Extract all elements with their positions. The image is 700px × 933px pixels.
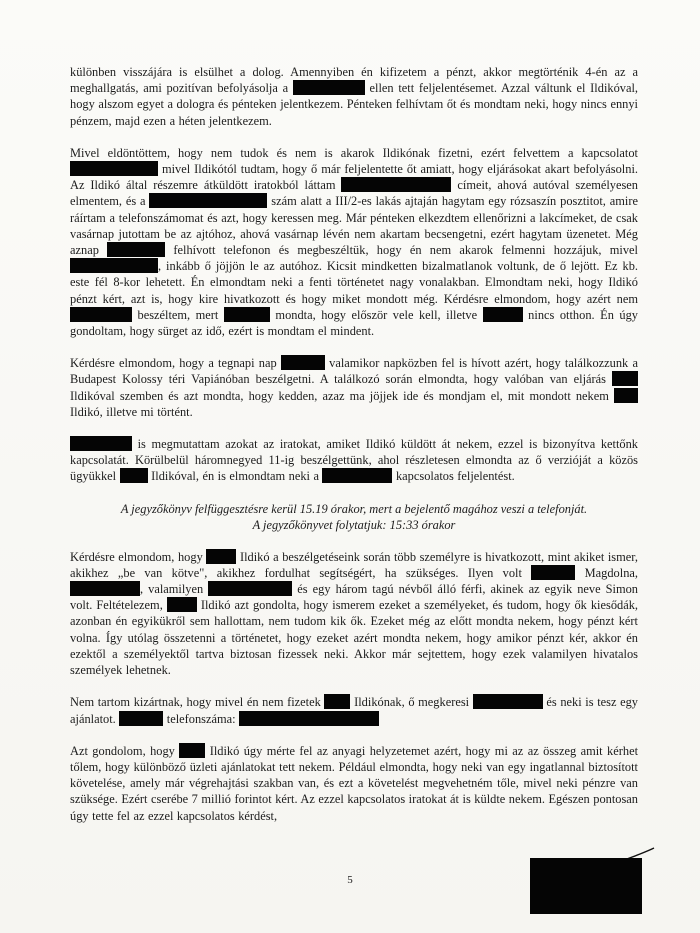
text-run: Nem tartom kizártnak, hogy mivel én nem fizetek [70,695,325,710]
redaction-block [612,371,638,386]
text-run: és neki is tesz egy ajánlatot. [70,695,638,726]
redaction-block [70,161,158,176]
redaction-block [224,307,270,322]
text-run: , inkább ő jöjjön le az autóhoz. Kicsit mindketten bizalmatlanok voltunk, de ő lejött. Ez kb. este fél 8-kor lehetett. Én elmondtam neki a fenti történetet nagy vonalakban. Elmondtam neki, hogy Ildikó pénzt kért, azt is, hogy kire hivatkozott és hogy miket mondott még. Kérdésre elmondom, hogy azért nem [70,259,638,306]
redaction-block [167,597,197,612]
suspension-note [70,501,638,533]
text-run: Ildikó, illetve mi történt. [70,404,193,419]
redaction-block [70,581,140,596]
paragraph-4 [70,436,638,485]
redaction-block [293,80,365,95]
paragraph-3 [70,355,638,420]
text-run: Ildikó úgy mérte fel az anyagi helyzetemet azért, hogy mi az az összeg amit kérhet tőlem, hogy különböző üzleti ajánlatokat tett nekem. Például elmondta, hogy neki van egy ingatlannal biztosított követelése, amely már végrehajtási szakban van, és ezt a követelést megvehetném tőle, mivel neki pénzre van szüksége. Ezért cserébe 7 millió forintot kért. Az ezzel kapcsolatos iratokat át is küldte nekem. Egészen pontosan úgy tette fel az ezzel kapcsolatos kérdést, [70,743,639,823]
text-run: mivel Ildikótól tudtam, hogy ő már feljelentette őt amiatt, hogy eljárásokat akart befolyásolni. Az Ildikó által részemre átküldött iratokból láttam [70,162,638,193]
text-run: Magdolna, [575,565,638,580]
paragraph-7 [70,743,638,824]
text-run: különben visszájára is elsülhet a dolog. Amennyiben én kifizetem a pénzt, akkor megtörténik 4-én az a meghallgatás, ami pozitívan befolyásolja a [70,65,638,96]
text-run: Ildikó azt gondolta, hogy ismerem ezeket a személyeket, és tudom, hogy ők kiesődák, azonban én egyikükről sem hallottam, nem tudom kik ők. Ezeket még az előtt mondta nekem, hogy pénzt kért volna. Így utólag összetenni a történetet, hogy ezeket azért mondta nekem, hogy amikor pénzt kér, akkor én ezektől a személyektől tartva biztosan fizessek neki. Akkor már sejtettem, hogy ezek valamilyen hivatalos személyek lehetnek. [70,598,639,678]
redaction-block [341,177,451,192]
redaction-block [149,193,267,208]
text-run: telefonszáma: [163,711,240,726]
text-run: nincs otthon. Én úgy gondoltam, hogy sürget az idő, ezért is mondtam el mindent. [70,307,639,339]
redaction-block [179,743,205,758]
redaction-block [70,258,158,273]
redaction-block [483,307,523,322]
text-run: ellen tett feljelentésemet. Azzal váltunk el Ildikóval, hogy alszom egyet a dologra és pénteken jelentkezem. Pénteken felhívtam őt és mondtam neki, hogy nincs ennyi pénzem, majd ezen a héten jelentkezem. [70,81,639,128]
redaction-block [239,711,379,726]
redaction-block [120,468,148,483]
text-run: kapcsolatos feljelentést. [392,469,515,484]
paragraph-6 [70,694,638,726]
document-body [70,64,638,840]
redaction-block [70,436,132,451]
redaction-block [107,242,165,257]
text-run: Ildikóval szemben és azt mondta, hogy kedden, azaz ma jöjjek ide és mondjam el, mit mondott nekem [70,388,614,403]
text-run: is megmutattam azokat az iratokat, amiket Ildikó küldött át nekem, ezzel is bizonyítva kettőnk kapcsolatát. Körülbelül háromnegyed 11-ig beszélgettünk, ahol részletesen elmondta az ő verzióját a közös ügyükkel [70,437,638,484]
redaction-block [473,694,543,709]
redaction-block [531,565,575,580]
redaction-block [70,307,132,322]
text-run: címeit, ahová autóval személyesen elmentem, és a [70,178,638,209]
paragraph-5 [70,549,638,679]
page-number: 5 [347,874,353,886]
text-run: beszéltem, mert [132,307,224,322]
note-line-suspended: A jegyzőkönyv felfüggesztésre kerül 15.19 órakor, mert a bejelentő magához veszi a telefonját. [120,501,588,516]
redaction-block [324,694,350,709]
text-run: Ildikóval, én is elmondtam neki a [147,469,323,484]
text-run: Mivel eldöntöttem, hogy nem tudok és nem is akarok Ildikónak fizetni, ezért felvettem a kapcsolatot [70,145,638,160]
text-run: szám alatt a III/2-es lakás ajtaján hagytam egy rózsaszín posztitot, amire ráírtam a telefonszámomat és azt, hogy keressen meg. Már pénteken elkezdtem ellenőrizni a lakcímeket, de csak vasárnap jutottam be az ajtóhoz, ahová vasárnap lévén nem akartam becsengetni, ezért hagytam üzenetet. Még aznap [70,194,638,258]
redaction-block [206,549,236,564]
text-run: , valamilyen [140,582,209,597]
text-run: valamikor napközben fel is hívott azért, hogy találkozzunk a Budapest Kolossy téri Vapiánóban beszélgetni. A találkozó során elmondta, hogy valóban van eljárás [70,356,638,387]
text-run: Ildikónak, ő megkeresi [350,695,473,710]
redaction-block [614,388,638,403]
text-run: és egy három tagú névből álló férfi, akinek az egyik neve Simon volt. Feltételezem, [70,582,638,613]
note-line-resumed: A jegyzőkönyvet folytatjuk: 15:33 órakor [252,517,456,532]
text-run: Ildikó a beszélgetéseink során több személyre is hivatkozott, mint akiket ismer, akikhez „be van kötve", akikhez fordulhat segítségért, ha szükséges. Ilyen volt [70,549,638,580]
text-run: mondta, hogy először vele kell, illetve [269,307,483,322]
paragraph-2 [70,145,638,339]
redaction-block [322,468,392,483]
redaction-block [281,355,325,370]
text-run: Kérdésre elmondom, hogy a tegnapi nap [70,356,281,371]
paragraph-1 [70,64,638,129]
corner-redaction-block [530,858,642,914]
text-run: Kérdésre elmondom, hogy [70,549,207,564]
text-run: felhívott telefonon és megbeszéltük, hogy én nem akarok felmenni hozzájuk, mivel [165,243,638,258]
redaction-block [208,581,292,596]
redaction-block [119,711,163,726]
text-run: Azt gondolom, hogy [70,743,180,758]
